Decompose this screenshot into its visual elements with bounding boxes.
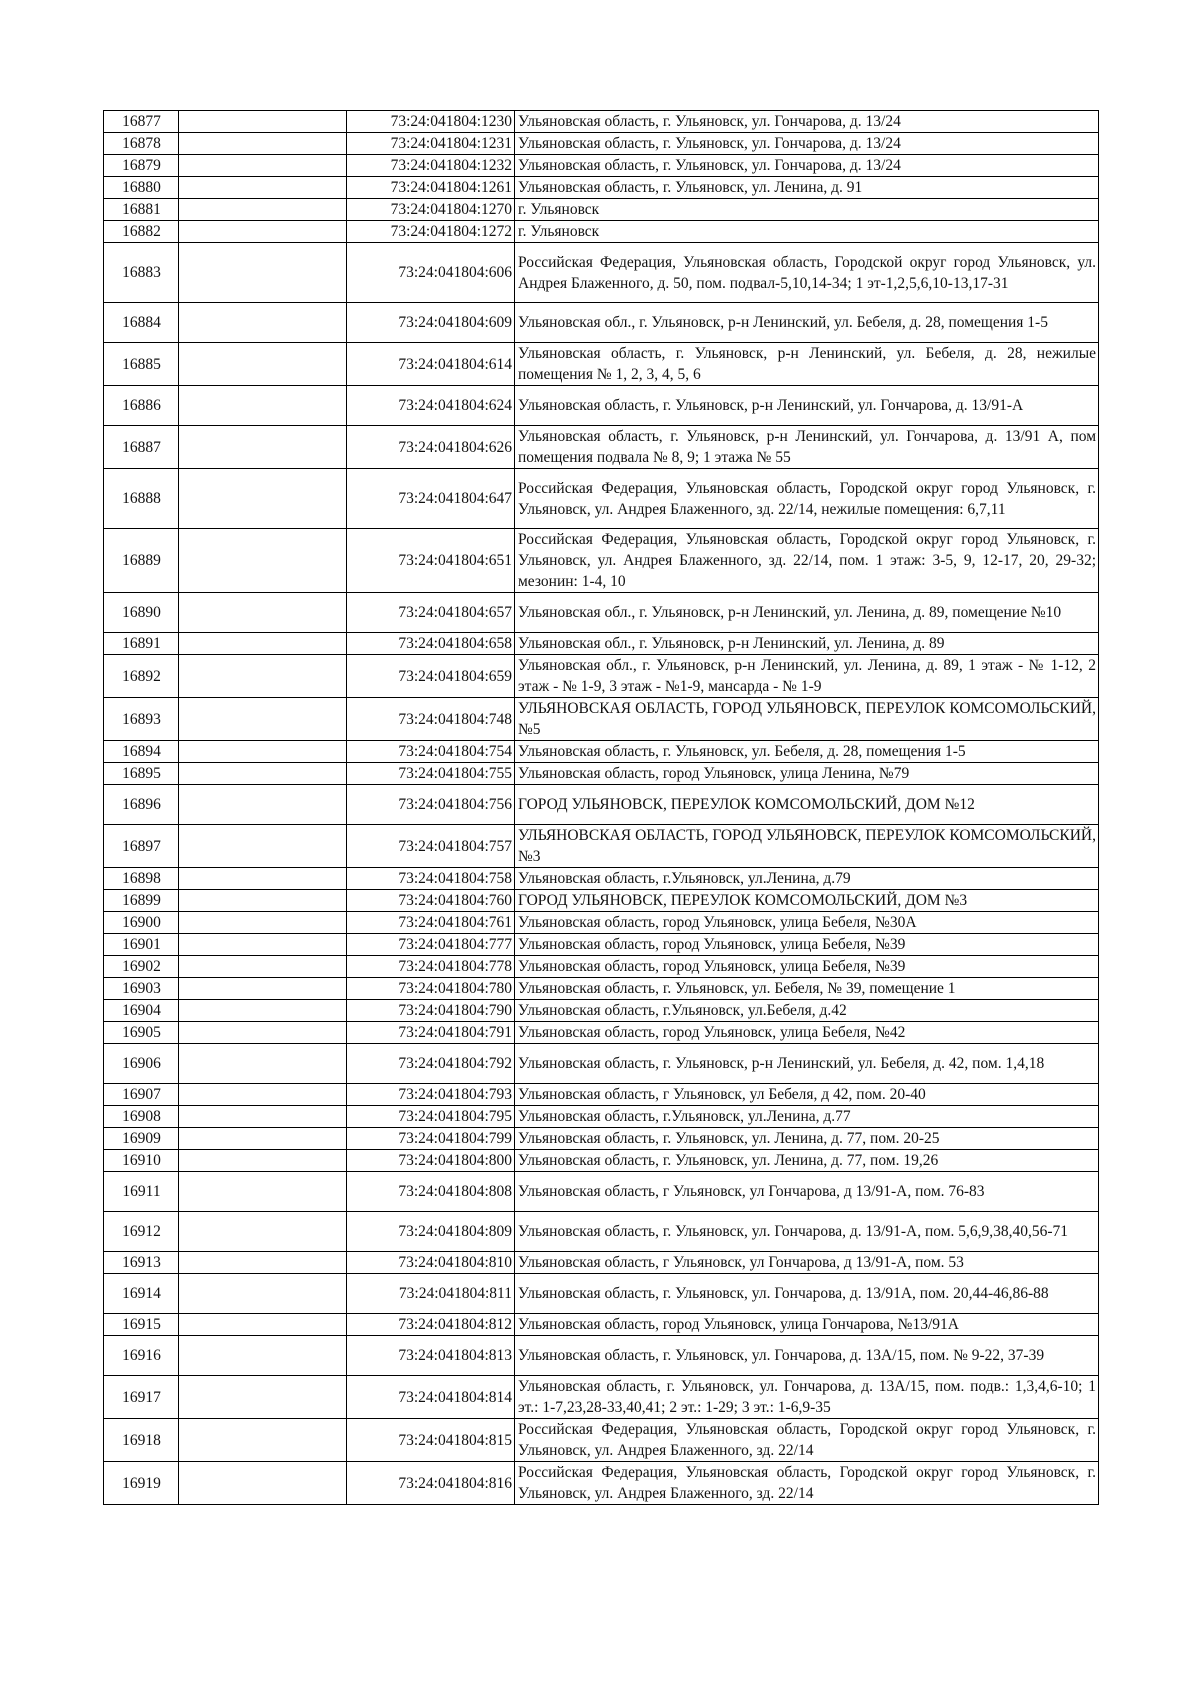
address-cell: Ульяновская область, г Ульяновск, ул Гончарова, д 13/91-А, пом. 76-83 xyxy=(515,1172,1099,1212)
row-number-cell: 16886 xyxy=(104,386,179,426)
table-row xyxy=(104,1128,1099,1150)
table-row xyxy=(104,890,1099,912)
cadastral-number-cell: 73:24:041804:1230 xyxy=(347,111,515,133)
table-row xyxy=(104,956,1099,978)
table-row xyxy=(104,763,1099,785)
cadastral-number-cell: 73:24:041804:1261 xyxy=(347,177,515,199)
address-cell: Российская Федерация, Ульяновская область, Городской округ город Ульяновск, ул. Андрея Блаженного, д. 50, пом. подвал-5,10,14-34; 1 эт-1,2,5,6,10-13,17-31 xyxy=(515,243,1099,303)
row-number-cell: 16882 xyxy=(104,221,179,243)
address-cell: Ульяновская область, г. Ульяновск, ул. Бебеля, д. 28, помещения 1-5 xyxy=(515,741,1099,763)
row-number-cell: 16897 xyxy=(104,825,179,868)
empty-cell xyxy=(179,1274,347,1314)
row-number-cell: 16896 xyxy=(104,785,179,825)
cadastral-number-cell: 73:24:041804:816 xyxy=(347,1462,515,1505)
row-number-cell: 16877 xyxy=(104,111,179,133)
row-number-cell: 16916 xyxy=(104,1336,179,1376)
empty-cell xyxy=(179,243,347,303)
address-cell: Ульяновская область, г. Ульяновск, р-н Ленинский, ул. Гончарова, д. 13/91 А, пом помещения подвала № 8, 9; 1 этажа № 55 xyxy=(515,426,1099,469)
row-number-cell: 16900 xyxy=(104,912,179,934)
table-row xyxy=(104,243,1099,303)
table-row xyxy=(104,1274,1099,1314)
table-row xyxy=(104,1150,1099,1172)
row-number-cell: 16898 xyxy=(104,868,179,890)
empty-cell xyxy=(179,1150,347,1172)
table-row xyxy=(104,177,1099,199)
address-cell: Ульяновская область, г. Ульяновск, ул. Ленина, д. 91 xyxy=(515,177,1099,199)
address-cell: Ульяновская область, г. Ульяновск, р-н Ленинский, ул. Гончарова, д. 13/91-А xyxy=(515,386,1099,426)
address-cell: Ульяновская обл., г. Ульяновск, р-н Ленинский, ул. Ленина, д. 89, 1 этаж - № 1-12, 2 этаж - № 1-9, 3 этаж - №1-9, мансарда - № 1-9 xyxy=(515,655,1099,698)
table-row xyxy=(104,1336,1099,1376)
table-row xyxy=(104,133,1099,155)
empty-cell xyxy=(179,1212,347,1252)
table-row xyxy=(104,698,1099,741)
table-row xyxy=(104,111,1099,133)
address-cell: Ульяновская обл., г. Ульяновск, р-н Ленинский, ул. Ленина, д. 89, помещение №10 xyxy=(515,593,1099,633)
empty-cell xyxy=(179,343,347,386)
empty-cell xyxy=(179,956,347,978)
row-number-cell: 16909 xyxy=(104,1128,179,1150)
empty-cell xyxy=(179,1314,347,1336)
empty-cell xyxy=(179,1419,347,1462)
row-number-cell: 16904 xyxy=(104,1000,179,1022)
address-cell: Российская Федерация, Ульяновская область, Городской округ город Ульяновск, г. Ульяновск, ул. Андрея Блаженного, зд. 22/14, пом. 1 этаж: 3-5, 9, 12-17, 20, 29-32; мезонин: 1-4, 10 xyxy=(515,529,1099,593)
cadastral-number-cell: 73:24:041804:651 xyxy=(347,529,515,593)
empty-cell xyxy=(179,698,347,741)
cadastral-number-cell: 73:24:041804:755 xyxy=(347,763,515,785)
address-cell: Ульяновская область, г.Ульяновск, ул.Ленина, д.77 xyxy=(515,1106,1099,1128)
row-number-cell: 16903 xyxy=(104,978,179,1000)
cadastral-number-cell: 73:24:041804:760 xyxy=(347,890,515,912)
table-row xyxy=(104,1106,1099,1128)
empty-cell xyxy=(179,1172,347,1212)
row-number-cell: 16884 xyxy=(104,303,179,343)
address-cell: Ульяновская область, г. Ульяновск, ул. Гончарова, д. 13/24 xyxy=(515,155,1099,177)
cadastral-number-cell: 73:24:041804:614 xyxy=(347,343,515,386)
table-row xyxy=(104,1419,1099,1462)
address-cell: Ульяновская область, г. Ульяновск, ул. Гончарова, д. 13/91-А, пом. 5,6,9,38,40,56-71 xyxy=(515,1212,1099,1252)
cadastral-number-cell: 73:24:041804:624 xyxy=(347,386,515,426)
cadastral-number-cell: 73:24:041804:659 xyxy=(347,655,515,698)
row-number-cell: 16907 xyxy=(104,1084,179,1106)
row-number-cell: 16892 xyxy=(104,655,179,698)
empty-cell xyxy=(179,386,347,426)
row-number-cell: 16880 xyxy=(104,177,179,199)
cadastral-number-cell: 73:24:041804:606 xyxy=(347,243,515,303)
cadastral-number-cell: 73:24:041804:795 xyxy=(347,1106,515,1128)
address-cell: Ульяновская область, город Ульяновск, улица Бебеля, №42 xyxy=(515,1022,1099,1044)
table-row xyxy=(104,593,1099,633)
address-cell: Ульяновская область, город Ульяновск, улица Бебеля, №39 xyxy=(515,934,1099,956)
cadastral-number-cell: 73:24:041804:657 xyxy=(347,593,515,633)
row-number-cell: 16902 xyxy=(104,956,179,978)
address-cell: г. Ульяновск xyxy=(515,199,1099,221)
table-row xyxy=(104,343,1099,386)
table-row xyxy=(104,199,1099,221)
table-row xyxy=(104,386,1099,426)
empty-cell xyxy=(179,303,347,343)
address-cell: Ульяновская область, г.Ульяновск, ул.Бебеля, д.42 xyxy=(515,1000,1099,1022)
row-number-cell: 16879 xyxy=(104,155,179,177)
empty-cell xyxy=(179,763,347,785)
table-row xyxy=(104,934,1099,956)
cadastral-number-cell: 73:24:041804:811 xyxy=(347,1274,515,1314)
row-number-cell: 16885 xyxy=(104,343,179,386)
empty-cell xyxy=(179,529,347,593)
empty-cell xyxy=(179,978,347,1000)
address-cell: Российская Федерация, Ульяновская область, Городской округ город Ульяновск, г. Ульяновск, ул. Андрея Блаженного, зд. 22/14 xyxy=(515,1462,1099,1505)
table-row xyxy=(104,303,1099,343)
row-number-cell: 16883 xyxy=(104,243,179,303)
table-row xyxy=(104,912,1099,934)
address-cell: Российская Федерация, Ульяновская область, Городской округ город Ульяновск, г. Ульяновск, ул. Андрея Блаженного, зд. 22/14, нежилые помещения: 6,7,11 xyxy=(515,469,1099,529)
table-body xyxy=(104,111,1099,1505)
row-number-cell: 16914 xyxy=(104,1274,179,1314)
row-number-cell: 16893 xyxy=(104,698,179,741)
empty-cell xyxy=(179,1336,347,1376)
empty-cell xyxy=(179,1044,347,1084)
table-row xyxy=(104,633,1099,655)
cadastral-number-cell: 73:24:041804:1272 xyxy=(347,221,515,243)
cadastral-number-cell: 73:24:041804:754 xyxy=(347,741,515,763)
empty-cell xyxy=(179,785,347,825)
row-number-cell: 16894 xyxy=(104,741,179,763)
empty-cell xyxy=(179,1022,347,1044)
table-row xyxy=(104,868,1099,890)
table-row xyxy=(104,785,1099,825)
table-row xyxy=(104,1376,1099,1419)
table-row xyxy=(104,1084,1099,1106)
empty-cell xyxy=(179,426,347,469)
cadastral-number-cell: 73:24:041804:777 xyxy=(347,934,515,956)
empty-cell xyxy=(179,1084,347,1106)
address-cell: Ульяновская обл., г. Ульяновск, р-н Ленинский, ул. Бебеля, д. 28, помещения 1-5 xyxy=(515,303,1099,343)
empty-cell xyxy=(179,155,347,177)
cadastral-number-cell: 73:24:041804:791 xyxy=(347,1022,515,1044)
address-cell: Российская Федерация, Ульяновская область, Городской округ город Ульяновск, г. Ульяновск, ул. Андрея Блаженного, зд. 22/14 xyxy=(515,1419,1099,1462)
address-cell: г. Ульяновск xyxy=(515,221,1099,243)
address-cell: Ульяновская область, город Ульяновск, улица Бебеля, №39 xyxy=(515,956,1099,978)
table-row xyxy=(104,1462,1099,1505)
address-cell: Ульяновская область, г. Ульяновск, ул. Бебеля, № 39, помещение 1 xyxy=(515,978,1099,1000)
table-row xyxy=(104,1252,1099,1274)
cadastral-number-cell: 73:24:041804:780 xyxy=(347,978,515,1000)
empty-cell xyxy=(179,890,347,912)
table-row xyxy=(104,529,1099,593)
address-cell: ГОРОД УЛЬЯНОВСК, ПЕРЕУЛОК КОМСОМОЛЬСКИЙ, ДОМ №12 xyxy=(515,785,1099,825)
cadastral-number-cell: 73:24:041804:756 xyxy=(347,785,515,825)
cadastral-number-cell: 73:24:041804:813 xyxy=(347,1336,515,1376)
row-number-cell: 16905 xyxy=(104,1022,179,1044)
address-cell: Ульяновская область, г. Ульяновск, ул. Гончарова, д. 13А/15, пом. № 9-22, 37-39 xyxy=(515,1336,1099,1376)
address-cell: Ульяновская обл., г. Ульяновск, р-н Ленинский, ул. Ленина, д. 89 xyxy=(515,633,1099,655)
table-row xyxy=(104,1172,1099,1212)
cadastral-number-cell: 73:24:041804:800 xyxy=(347,1150,515,1172)
empty-cell xyxy=(179,1462,347,1505)
row-number-cell: 16908 xyxy=(104,1106,179,1128)
row-number-cell: 16918 xyxy=(104,1419,179,1462)
cadastral-number-cell: 73:24:041804:1270 xyxy=(347,199,515,221)
address-cell: УЛЬЯНОВСКАЯ ОБЛАСТЬ, ГОРОД УЛЬЯНОВСК, ПЕРЕУЛОК КОМСОМОЛЬСКИЙ, №5 xyxy=(515,698,1099,741)
empty-cell xyxy=(179,111,347,133)
row-number-cell: 16881 xyxy=(104,199,179,221)
cadastral-number-cell: 73:24:041804:814 xyxy=(347,1376,515,1419)
table-row xyxy=(104,1044,1099,1084)
empty-cell xyxy=(179,133,347,155)
empty-cell xyxy=(179,199,347,221)
address-cell: Ульяновская область, г. Ульяновск, ул. Гончарова, д. 13/91А, пом. 20,44-46,86-88 xyxy=(515,1274,1099,1314)
empty-cell xyxy=(179,912,347,934)
address-cell: Ульяновская область, г. Ульяновск, р-н Ленинский, ул. Бебеля, д. 28, нежилые помещения № 1, 2, 3, 4, 5, 6 xyxy=(515,343,1099,386)
cadastral-number-cell: 73:24:041804:609 xyxy=(347,303,515,343)
empty-cell xyxy=(179,593,347,633)
cadastral-number-cell: 73:24:041804:809 xyxy=(347,1212,515,1252)
table-row xyxy=(104,978,1099,1000)
address-cell: Ульяновская область, г. Ульяновск, ул. Гончарова, д. 13/24 xyxy=(515,111,1099,133)
table-row xyxy=(104,1022,1099,1044)
cadastral-number-cell: 73:24:041804:761 xyxy=(347,912,515,934)
row-number-cell: 16917 xyxy=(104,1376,179,1419)
row-number-cell: 16895 xyxy=(104,763,179,785)
cadastral-number-cell: 73:24:041804:815 xyxy=(347,1419,515,1462)
address-cell: Ульяновская область, город Ульяновск, улица Бебеля, №30А xyxy=(515,912,1099,934)
cadastral-number-cell: 73:24:041804:647 xyxy=(347,469,515,529)
cadastral-number-cell: 73:24:041804:758 xyxy=(347,868,515,890)
empty-cell xyxy=(179,655,347,698)
address-cell: Ульяновская область, г. Ульяновск, ул. Ленина, д. 77, пом. 19,26 xyxy=(515,1150,1099,1172)
address-cell: Ульяновская область, город Ульяновск, улица Ленина, №79 xyxy=(515,763,1099,785)
address-cell: УЛЬЯНОВСКАЯ ОБЛАСТЬ, ГОРОД УЛЬЯНОВСК, ПЕРЕУЛОК КОМСОМОЛЬСКИЙ, №3 xyxy=(515,825,1099,868)
cadastral-number-cell: 73:24:041804:748 xyxy=(347,698,515,741)
row-number-cell: 16878 xyxy=(104,133,179,155)
empty-cell xyxy=(179,1128,347,1150)
address-cell: Ульяновская область, г.Ульяновск, ул.Ленина, д.79 xyxy=(515,868,1099,890)
address-cell: ГОРОД УЛЬЯНОВСК, ПЕРЕУЛОК КОМСОМОЛЬСКИЙ, ДОМ №3 xyxy=(515,890,1099,912)
table-row xyxy=(104,426,1099,469)
cadastral-number-cell: 73:24:041804:1231 xyxy=(347,133,515,155)
cadastral-number-cell: 73:24:041804:626 xyxy=(347,426,515,469)
row-number-cell: 16911 xyxy=(104,1172,179,1212)
empty-cell xyxy=(179,825,347,868)
empty-cell xyxy=(179,934,347,956)
empty-cell xyxy=(179,868,347,890)
cadastral-number-cell: 73:24:041804:790 xyxy=(347,1000,515,1022)
empty-cell xyxy=(179,633,347,655)
property-registry-table xyxy=(103,110,1099,1505)
cadastral-number-cell: 73:24:041804:793 xyxy=(347,1084,515,1106)
address-cell: Ульяновская область, г Ульяновск, ул Бебеля, д 42, пом. 20-40 xyxy=(515,1084,1099,1106)
table-row xyxy=(104,1314,1099,1336)
address-cell: Ульяновская область, город Ульяновск, улица Гончарова, №13/91А xyxy=(515,1314,1099,1336)
row-number-cell: 16906 xyxy=(104,1044,179,1084)
table-row xyxy=(104,1000,1099,1022)
address-cell: Ульяновская область, г. Ульяновск, ул. Ленина, д. 77, пом. 20-25 xyxy=(515,1128,1099,1150)
row-number-cell: 16915 xyxy=(104,1314,179,1336)
row-number-cell: 16919 xyxy=(104,1462,179,1505)
row-number-cell: 16888 xyxy=(104,469,179,529)
table-row xyxy=(104,155,1099,177)
table-row xyxy=(104,221,1099,243)
empty-cell xyxy=(179,1376,347,1419)
address-cell: Ульяновская область, г. Ульяновск, р-н Ленинский, ул. Бебеля, д. 42, пом. 1,4,18 xyxy=(515,1044,1099,1084)
row-number-cell: 16910 xyxy=(104,1150,179,1172)
cadastral-number-cell: 73:24:041804:757 xyxy=(347,825,515,868)
table-row xyxy=(104,655,1099,698)
empty-cell xyxy=(179,469,347,529)
address-cell: Ульяновская область, г. Ульяновск, ул. Гончарова, д. 13А/15, пом. подв.: 1,3,4,6-10; 1 эт.: 1-7,23,28-33,40,41; 2 эт.: 1-29; 3 эт.: 1-6,9-35 xyxy=(515,1376,1099,1419)
row-number-cell: 16899 xyxy=(104,890,179,912)
row-number-cell: 16913 xyxy=(104,1252,179,1274)
table-row xyxy=(104,1212,1099,1252)
row-number-cell: 16890 xyxy=(104,593,179,633)
cadastral-number-cell: 73:24:041804:792 xyxy=(347,1044,515,1084)
empty-cell xyxy=(179,1000,347,1022)
cadastral-number-cell: 73:24:041804:778 xyxy=(347,956,515,978)
table-row xyxy=(104,741,1099,763)
cadastral-number-cell: 73:24:041804:1232 xyxy=(347,155,515,177)
empty-cell xyxy=(179,1252,347,1274)
cadastral-number-cell: 73:24:041804:799 xyxy=(347,1128,515,1150)
cadastral-number-cell: 73:24:041804:812 xyxy=(347,1314,515,1336)
empty-cell xyxy=(179,1106,347,1128)
row-number-cell: 16901 xyxy=(104,934,179,956)
cadastral-number-cell: 73:24:041804:808 xyxy=(347,1172,515,1212)
empty-cell xyxy=(179,221,347,243)
row-number-cell: 16912 xyxy=(104,1212,179,1252)
table-row xyxy=(104,825,1099,868)
row-number-cell: 16887 xyxy=(104,426,179,469)
table-row xyxy=(104,469,1099,529)
cadastral-number-cell: 73:24:041804:658 xyxy=(347,633,515,655)
row-number-cell: 16889 xyxy=(104,529,179,593)
address-cell: Ульяновская область, г Ульяновск, ул Гончарова, д 13/91-А, пом. 53 xyxy=(515,1252,1099,1274)
cadastral-number-cell: 73:24:041804:810 xyxy=(347,1252,515,1274)
empty-cell xyxy=(179,177,347,199)
empty-cell xyxy=(179,741,347,763)
row-number-cell: 16891 xyxy=(104,633,179,655)
address-cell: Ульяновская область, г. Ульяновск, ул. Гончарова, д. 13/24 xyxy=(515,133,1099,155)
